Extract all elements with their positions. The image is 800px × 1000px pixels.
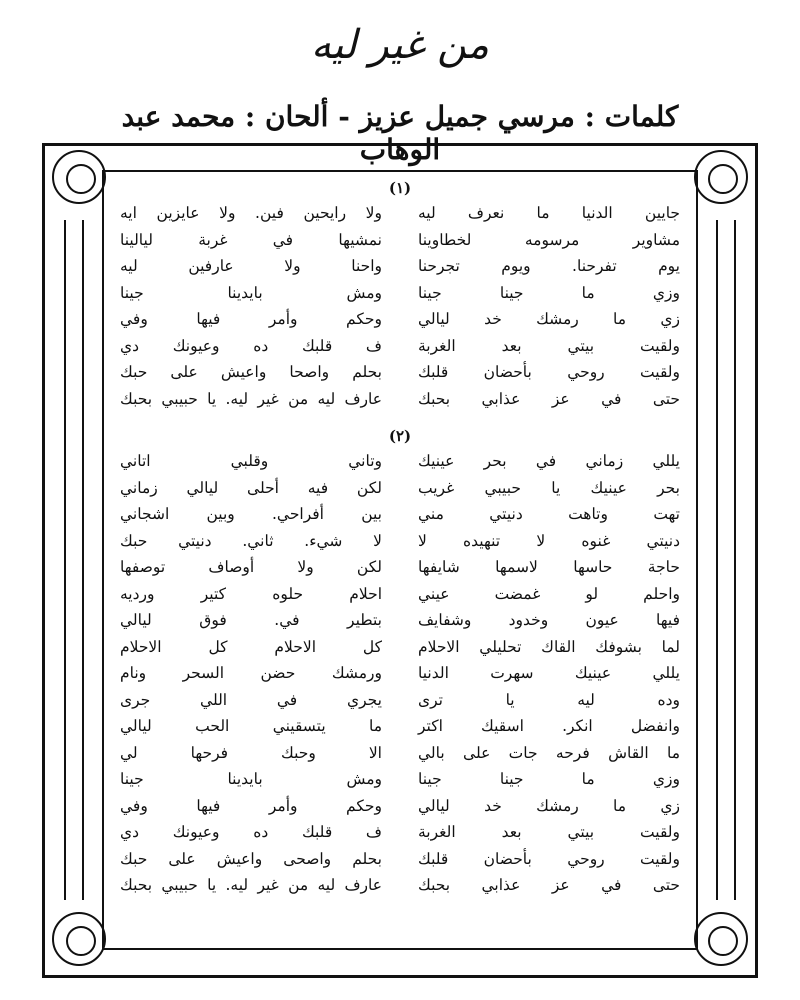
lyric-line-first-half: وده ليه يا ترى (418, 690, 680, 709)
lyric-line (120, 687, 680, 714)
lyric-line-second-half: ما يتسقيني الحب ليالي (120, 717, 382, 735)
lyric-line-first-half: حتى في عز عذابي بحبك (418, 876, 680, 894)
lyric-line (120, 475, 680, 502)
lyric-line-second-half: ف قلبك ده وعيونك دي (120, 336, 382, 355)
lyric-line-second-half: ولا رايحين فين. ولا عايزين ايه (120, 204, 382, 222)
lyric-line-second-half: بين أفراحي. وبين اشجاني (120, 505, 382, 523)
lyric-line (120, 819, 680, 846)
lyric-line-second-half: واحنا ولا عارفين ليه (120, 257, 382, 275)
lyric-line (120, 793, 680, 820)
right-frame-ornament (716, 220, 736, 900)
lyric-line (120, 280, 680, 307)
verse-number: (٢) (388, 427, 412, 445)
lyric-line-second-half: بتطير في. فوق ليالي (120, 611, 382, 629)
lyric-line (120, 581, 680, 608)
lyric-line-first-half: حاجة حاسها لاسمها شايفها (418, 558, 680, 576)
lyric-line-first-half: وانفضل انكر. اسقيك اكتر (418, 717, 680, 735)
lyric-line (120, 872, 680, 899)
lyric-line-first-half: ما القاش فرحه جات على بالي (418, 743, 680, 762)
lyric-line (120, 634, 680, 661)
page-title: من غير ليه (310, 22, 490, 68)
lyrics-content (120, 176, 680, 899)
lyric-line-first-half: جايين الدنيا ما نعرف ليه (418, 204, 680, 222)
lyric-line-second-half: كل الاحلام كل الاحلام (120, 637, 382, 656)
lyric-line-second-half: احلام حلوه كتير ورديه (120, 584, 382, 603)
lyric-line-second-half: عارف ليه من غير ليه. يا حبيبي بحبك (120, 389, 382, 408)
verse-2 (120, 448, 680, 899)
lyric-line (120, 501, 680, 528)
lyric-line-second-half: ومش بايدينا جينا (120, 283, 382, 302)
lyric-line-first-half: زي ما رمشك خد ليالي (418, 310, 680, 328)
lyric-line-second-half: الا وحبك فرحها لي (120, 743, 382, 762)
lyric-line-second-half: يجري في اللي جرى (120, 690, 382, 709)
lyric-line (120, 846, 680, 873)
lyric-line (120, 607, 680, 634)
lyric-line-first-half: لما بشوفك القاك تحليلي الاحلام (418, 637, 680, 656)
lyric-line-first-half: تهت وتاهت دنيتي مني (418, 505, 680, 523)
lyric-line (120, 660, 680, 687)
lyric-line-first-half: وزي ما جينا جينا (418, 283, 680, 302)
lyric-line (120, 359, 680, 386)
corner-ornament-top-right (694, 150, 748, 204)
corner-ornament-bottom-left (52, 912, 106, 966)
verse-1 (120, 200, 680, 412)
credits-line: كلمات : مرسي جميل عزيز - ألحان : محمد عبد الوهاب (110, 100, 690, 172)
lyric-line-first-half: ولقيت روحي بأحضان قلبك (418, 363, 680, 381)
lyric-line-second-half: لكن ولا أوصاف توصفها (120, 558, 382, 576)
lyric-line-first-half: حتى في عز عذابي بحبك (418, 389, 680, 408)
corner-ornament-bottom-right (694, 912, 748, 966)
lyric-line (120, 386, 680, 413)
lyric-line-first-half: بحر عينيك يا حبيبي غريب (418, 478, 680, 497)
left-frame-ornament (64, 220, 84, 900)
lyric-line-second-half: بحلم واصحى واعيش على حبك (120, 849, 382, 868)
lyric-line (120, 528, 680, 555)
lyric-line-first-half: فيها عيون وخدود وشفايف (418, 611, 680, 629)
lyric-line-first-half: وزي ما جينا جينا (418, 770, 680, 788)
lyric-line-first-half: ولقيت روحي بأحضان قلبك (418, 849, 680, 868)
lyric-line-second-half: وحكم وأمر فيها وفي (120, 796, 382, 815)
lyric-line (120, 306, 680, 333)
lyric-line (120, 333, 680, 360)
lyric-line-second-half: لكن فيه أحلى ليالي زماني (120, 478, 382, 497)
lyric-line-first-half: واحلم لو غمضت عيني (418, 584, 680, 603)
lyric-line-second-half: وحكم وأمر فيها وفي (120, 310, 382, 328)
lyric-line-first-half: يللي زماني في بحر عينيك (418, 452, 680, 470)
lyric-line-second-half: عارف ليه من غير ليه. يا حبيبي بحبك (120, 876, 382, 894)
lyric-line (120, 200, 680, 227)
lyric-line (120, 740, 680, 767)
lyric-line (120, 554, 680, 581)
lyric-line-second-half: ورمشك حضن السحر ونام (120, 664, 382, 682)
lyric-line-second-half: وتاني وقلبي اتاني (120, 452, 382, 470)
lyric-line-second-half: لا شيء. ثاني. دنيتي حبك (120, 531, 382, 550)
verse-number: (١) (388, 179, 412, 197)
lyric-line-second-half: بحلم واصحا واعيش على حبك (120, 363, 382, 381)
lyric-line-first-half: ولقيت بيتي بعد الغربة (418, 823, 680, 841)
lyric-line-first-half: يوم تفرحنا. ويوم تجرحنا (418, 257, 680, 275)
lyric-line-first-half: مشاوير مرسومه لخطاوينا (418, 230, 680, 249)
lyric-line-second-half: نمشيها في غربة ليالينا (120, 230, 382, 249)
corner-ornament-top-left (52, 150, 106, 204)
lyric-line (120, 766, 680, 793)
lyric-line-second-half: ومش بايدينا جينا (120, 770, 382, 788)
lyric-line-first-half: دنيتي غنوه لا تنهيده لا (418, 531, 680, 550)
lyric-line-first-half: يللي عينيك سهرت الدنيا (418, 664, 680, 682)
lyric-line (120, 253, 680, 280)
lyric-line (120, 713, 680, 740)
lyric-line (120, 448, 680, 475)
lyric-line-first-half: زي ما رمشك خد ليالي (418, 796, 680, 815)
lyric-line-first-half: ولقيت بيتي بعد الغربة (418, 336, 680, 355)
lyric-line-second-half: ف قلبك ده وعيونك دي (120, 823, 382, 841)
lyric-line (120, 227, 680, 254)
